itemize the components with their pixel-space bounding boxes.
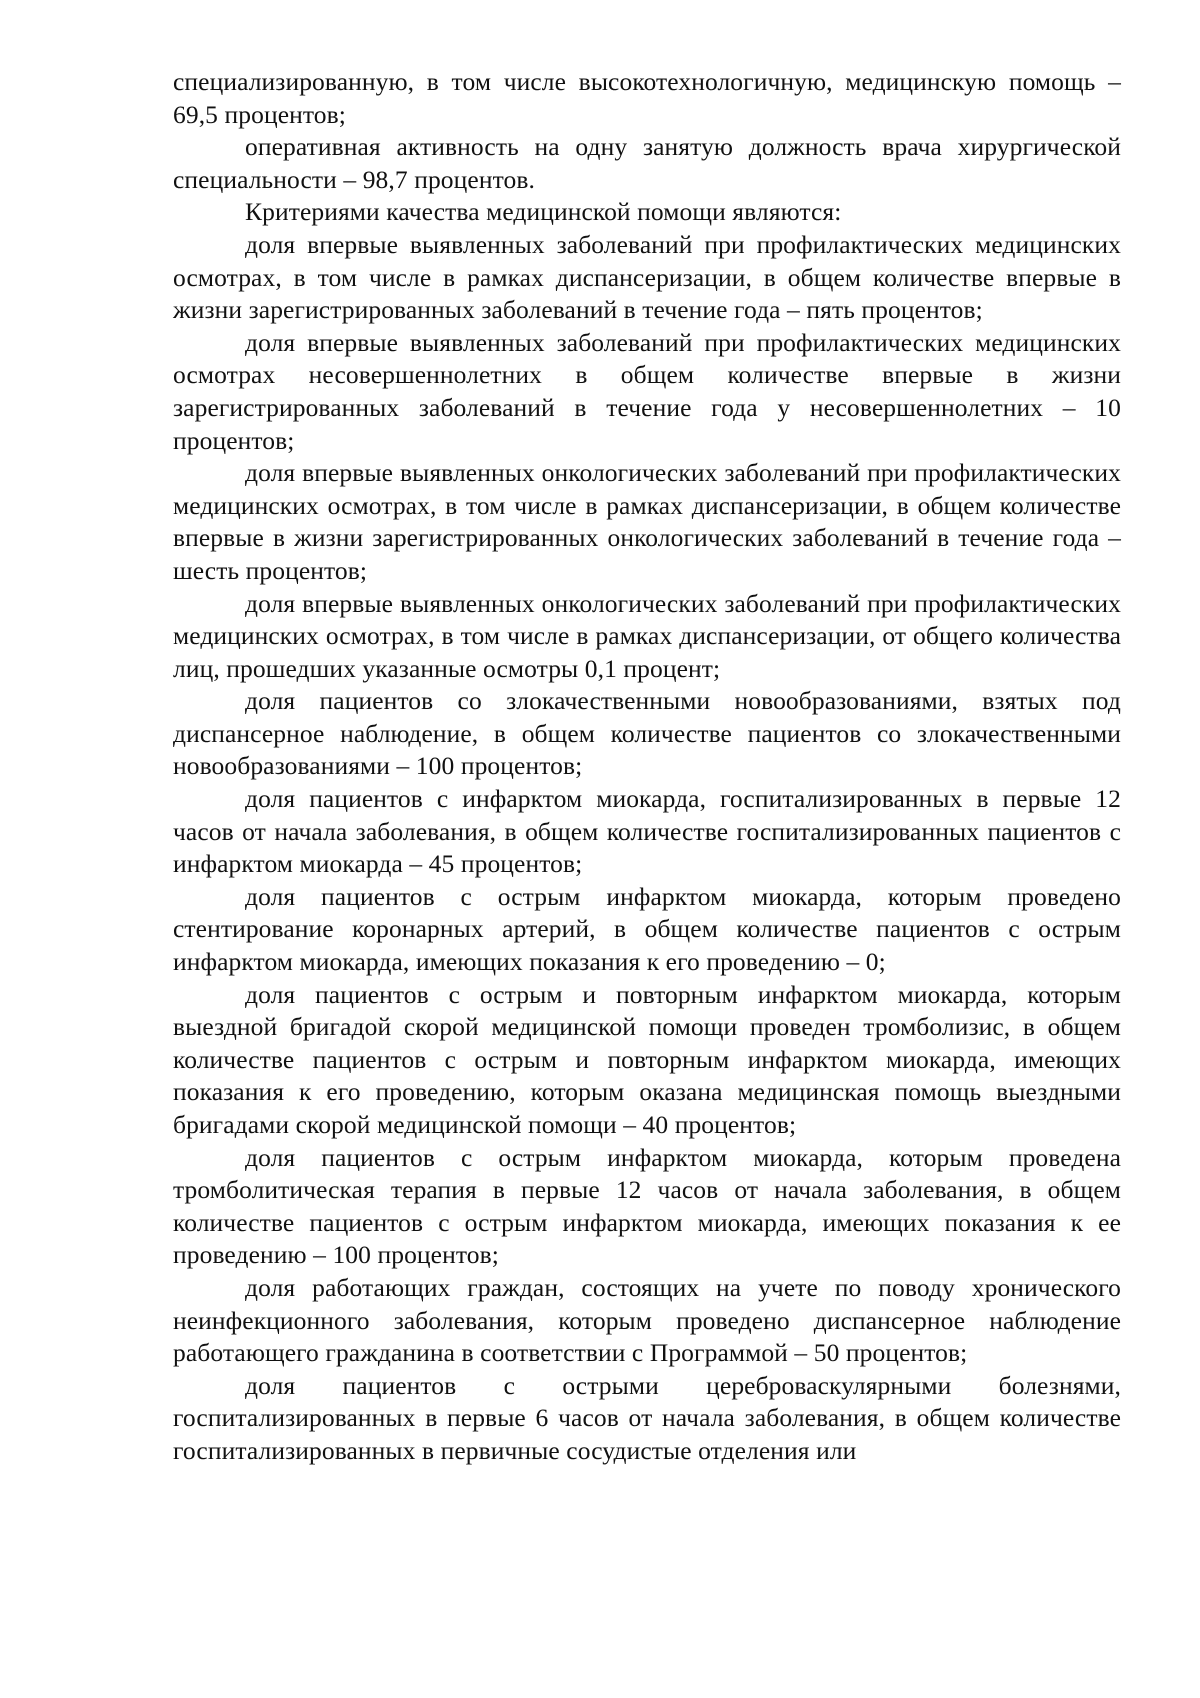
document-page [173,66,1121,1468]
paragraph-criterion: доля пациентов с острым инфарктом миокарда, которым проведено стентирование коронарных артерий, в общем количестве пациентов с острым инфарктом миокарда, имеющих показания к его проведению – 0; [173,881,1121,977]
paragraph-criterion: доля пациентов с острым инфарктом миокарда, которым проведена тромболитическая терапия в первые 12 часов от начала заболевания, в общем количестве пациентов с острым инфарктом миокарда, имеющих показания к ее проведению – 100 процентов; [173,1142,1121,1270]
paragraph-criterion: доля впервые выявленных онкологических заболеваний при профилактических медицинских осмотрах, в том числе в рамках диспансеризации, в общем количестве впервые в жизни зарегистрированных онкологических заболеваний в течение года – шесть процентов; [173,458,1121,585]
paragraph-continuation: специализированную, в том числе высокотехнологичную, медицинскую помощь – 69,5 процентов; [173,67,1121,129]
paragraph-criterion: доля пациентов с острыми цереброваскулярными болезнями, госпитализированных в первые 6 часов от начала заболевания, в общем количестве госпитализированных в первичные сосудистые отделения или [173,1370,1121,1465]
paragraph-criterion: доля впервые выявленных онкологических заболеваний при профилактических медицинских осмотрах, в том числе в рамках диспансеризации, от общего количества лиц, прошедших указанные осмотры 0,1 процент; [173,588,1121,683]
paragraph-criterion: доля пациентов со злокачественными новообразованиями, взятых под диспансерное наблюдение, в общем количестве пациентов со злокачественными новообразованиями – 100 процентов; [173,686,1121,781]
paragraph-surgical-activity: оперативная активность на одну занятую должность врача хирургической специальности – 98,7 процентов. [173,132,1121,194]
paragraph-quality-criteria-heading: Критериями качества медицинской помощи являются: [245,197,842,227]
paragraph-criterion: доля впервые выявленных заболеваний при профилактических медицинских осмотрах несовершеннолетних в общем количестве впервые в жизни зарегистрированных заболеваний в течение года у несовершеннолетних – 10 процентов; [173,327,1121,455]
paragraph-criterion: доля пациентов с инфарктом миокарда, госпитализированных в первые 12 часов от начала заболевания, в общем количестве госпитализированных пациентов с инфарктом миокарда – 45 процентов; [173,784,1121,879]
paragraph-criterion: доля пациентов с острым и повторным инфарктом миокарда, которым выездной бригадой скорой медицинской помощи проведен тромболизис, в общем количестве пациентов с острым и повторным инфарктом миокарда, имеющих показания к его проведению, которым оказана медицинская помощь выездными бригадами скорой медицинской помощи – 40 процентов; [173,979,1121,1139]
paragraph-criterion: доля работающих граждан, состоящих на учете по поводу хронического неинфекционного заболевания, которым проведено диспансерное наблюдение работающего гражданина в соответствии с Программой – 50 процентов; [173,1272,1121,1368]
paragraph-criterion: доля впервые выявленных заболеваний при профилактических медицинских осмотрах, в том числе в рамках диспансеризации, в общем количестве впервые в жизни зарегистрированных заболеваний в течение года – пять процентов; [173,229,1121,325]
